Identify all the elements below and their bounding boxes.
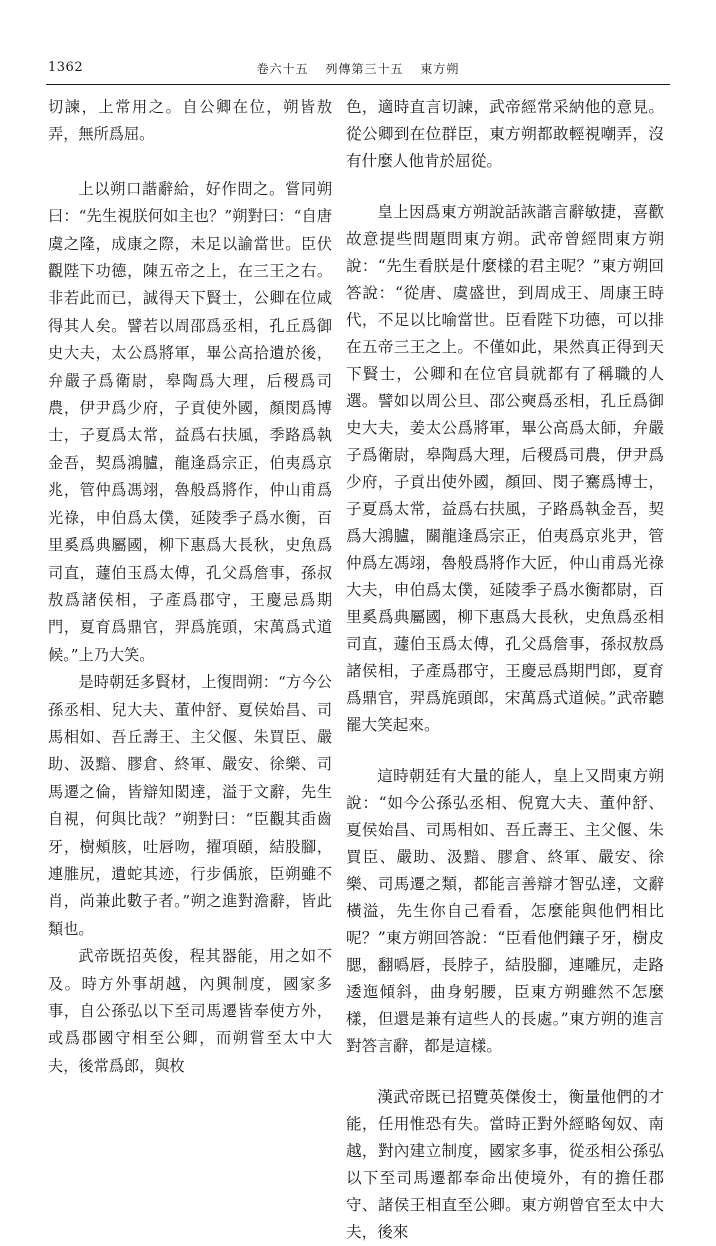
- running-head-subject: 東方朔: [420, 62, 460, 76]
- running-head: [0, 60, 716, 77]
- paragraph: 武帝既招英俊，程其器能，用之如不及。時方外事胡越，內興制度，國家多事，自公孫弘以下至司馬遷皆奉使方外，或爲郡國守相至公卿，而朔嘗至太中大夫，後常爲郎，與枚: [48, 947, 332, 1075]
- paragraph: 上以朔口諧辭給，好作問之。嘗同朔曰：“先生視朕何如主也？”朔對曰：“自唐虞之隆，成康之際，未足以諭當世。臣伏觀陛下功德，陳五帝之上，在三王之右。非若此而已，誠得天下賢士，公卿在位咸得其人矣。譬若以周邵爲丞相，孔丘爲御史大夫，太公爲將軍，畢公高拾遺於後，弁嚴子爲衛尉，皋陶爲大理，后稷爲司農，伊尹爲少府，子貢使外國，顏閔爲博士，子夏爲太常，益爲右扶風，季路爲執金吾，契爲鴻臚，龍逢爲宗正，伯夷爲京兆，管仲爲馮翊，魯般爲將作，仲山甫爲光祿，申伯爲太僕，延陵季子爲水衡，百里奚爲典屬國，柳下惠爲大長秋，史魚爲司直，蘧伯玉爲太傅，孔父爲詹事，孫叔敖爲諸侯相，子產爲郡守，王慶忌爲期門，夏育爲鼎官，羿爲旄頭，宋萬爲式道候。”上乃大笑。: [48, 179, 332, 664]
- paragraph: 漢武帝既已招覽英傑俊士，衡量他們的才能，任用惟恐有失。當時正對外經略匈奴、南越，對內建立制度，國家多事，從丞相公孫弘以下至司馬遷都奉命出使境外，有的擔任郡守、諸侯王相直至公卿。東方朔曾官至太中大夫，後來: [346, 1088, 664, 1241]
- header-rule: [46, 84, 670, 85]
- paragraph: 這時朝廷有大量的能人，皇上又問東方朔說：“如今公孫弘丞相、倪寬大夫、董仲舒、夏侯始昌、司馬相如、吾丘壽王、主父偃、朱買臣、嚴助、汲黯、膠倉、終軍、嚴安、徐樂、司馬遷之類，都能言善辯才智弘達，文辭橫溢，先生你自己看看，怎麼能與他們相比呢？”東方朔回答說：“臣看他們鑲子牙，樹皮腮，翻噅唇，長脖子，結股腳，連雕尻，走路逶迤傾斜，曲身躬腰，臣東方朔雖然不怎麼樣，但還是兼有這些人的長處。”東方朔的進言對答言辭，都是這樣。: [346, 767, 664, 1055]
- paragraph: 色，適時直言切諫，武帝經常采納他的意見。從公卿到在位群臣，東方朔都敢輕視嘲弄，沒有什麼人他肯於屈從。: [346, 98, 664, 170]
- paragraph: 切諫，上常用之。自公卿在位，朔皆敖弄，無所爲屈。: [48, 98, 332, 144]
- running-head-volume: 卷六十五: [256, 62, 309, 76]
- paragraph: 是時朝廷多賢材，上復問朔：“方今公孫丞相、兒大夫、董仲舒、夏侯始昌、司馬相如、吾丘壽王、主父偃、朱買臣、嚴助、汲黯、膠倉、終軍、嚴安、徐樂、司馬遷之倫，皆辯知閎達，溢于文辭，先生自視，何與比哉？”朔對曰：“臣觀其臿齒牙，樹頰胲，吐唇吻，擢項頤，結股腳，連脽尻，遺蛇其迹，行步偊旅，臣朔雖不肖，尚兼此數子者。”朔之進對澹辭，皆此類也。: [48, 673, 332, 938]
- left-column-classical-text: [48, 94, 332, 1080]
- right-column-translation: [346, 94, 664, 1246]
- paragraph: 皇上因爲東方朔說話詼諧言辭敏捷，喜歡故意提些問題問東方朔。武帝曾經問東方朔說：“先生看朕是什麼樣的君主呢？”東方朔回答說：“從唐、虞盛世，到周成王、周康王時代，不足以比喻當世。臣看陛下功德，可以排在五帝三王之上。不僅如此，果然真正得到天下賢士，公卿和在位官員就都有了稱職的人選。譬如以周公旦、邵公奭爲丞相，孔丘爲御史大夫，姜太公爲將軍，畢公高爲太師，弁嚴子爲衛尉，皋陶爲大理，后稷爲司農，伊尹爲少府，子貢出使外國，顏回、閔子騫爲博士，子夏爲太常，益爲右扶風，子路爲執金吾，契爲大鴻臚，關龍逢爲宗正，伯夷爲京兆尹，管仲爲左馮翊，魯般爲將作大匠，仲山甫爲光祿大夫，申伯爲太僕，延陵季子爲水衡都尉，百里奚爲典屬國，柳下惠爲大長秋，史魚爲丞相司直，蘧伯玉爲太傅，孔父爲詹事，孫叔敖爲諸侯相，子產爲郡守，王慶忌爲期門郎，夏育爲鼎官，羿爲旄頭郎，宋萬爲式道候。”武帝聽罷大笑起來。: [346, 203, 664, 734]
- running-head-chapter: 列傳第三十五: [325, 62, 404, 76]
- page-number: 1362: [48, 60, 84, 75]
